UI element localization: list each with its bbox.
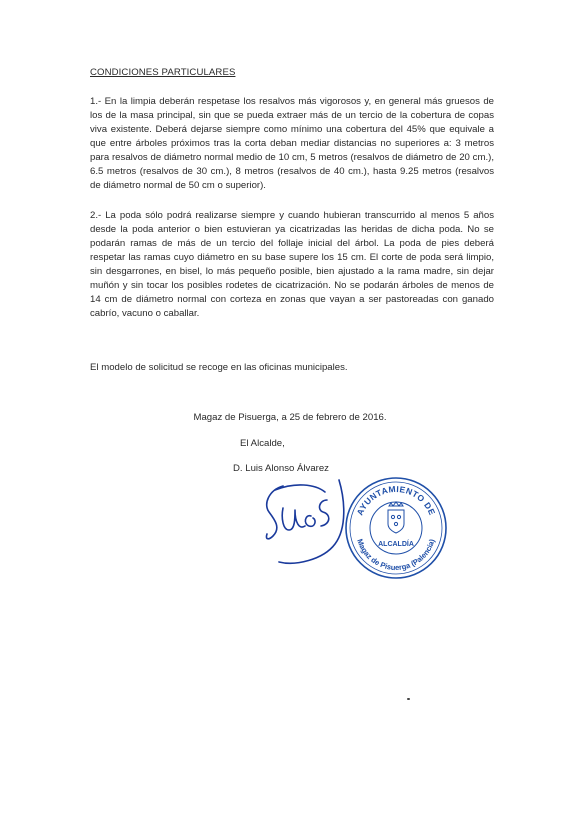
signatory-name: D. Luis Alonso Álvarez <box>233 463 329 474</box>
stamp-center-label: ALCALDÍA <box>378 541 414 548</box>
stamp-bottom-text: Magaz de Pisuerga (Palencia) <box>355 537 437 573</box>
application-note: El modelo de solicitud se recoge en las oficinas municipales. <box>90 362 348 373</box>
stamp-top-text: AYUNTAMIENTO DE <box>354 483 438 517</box>
section-heading: CONDICIONES PARTICULARES <box>90 67 236 78</box>
scan-speck <box>407 698 410 700</box>
place-date: Magaz de Pisuerga, a 25 de febrero de 2016. <box>193 412 387 423</box>
coat-of-arms-icon <box>388 502 404 533</box>
paragraph-1: 1.- En la limpia deberán respetase los resalvos más vigorosos y, en general más gruesos de los de la masa principal, sin que se pueda extraer más de un tercio de la cobertura de copas viva existente. Deberá dejarse siempre como mínimo una cobertura del 45% que equivale a que entre árboles próximos tras la corta deban mediar distancias no superiores a: 3 metros para resalvos de diámetro normal medio de 10 cm, 5 metros (resalvos de diámetro de 20 cm.), 6.5 metros (resalvos de 30 cm.), 8 metros (resalvos de 40 cm.), hasta 9.25 metros (resalvos de diámetro normal de 50 cm o superior). <box>90 96 494 191</box>
paragraph-2: 2.- La poda sólo podrá realizarse siempre y cuando hubieran transcurrido al menos 5 años desde la poda anterior o bien estuvieran ya cicatrizadas las heridas de dicha poda. No se podarán ramas de más de un tercio del follaje inicial del árbol. La poda de pies deberá respetar las ramas cuyo diámetro en su base supere los 15 cm. El corte de poda será limpio, sin desgarrones, en bisel, lo más pequeño posible, bien ajustado a la rama madre, sin dejar muñón y sin tocar los posibles rodetes de cicatrización. No se podarán árboles de menos de 14 cm de diámetro normal con corteza en zonas que vayan a ser pastoreadas con ganado cabrío, vacuno o caballar. <box>90 210 494 319</box>
svg-text:AYUNTAMIENTO DE <box>355 484 438 517</box>
signatory-role: El Alcalde, <box>240 438 285 449</box>
municipal-stamp <box>340 470 452 582</box>
